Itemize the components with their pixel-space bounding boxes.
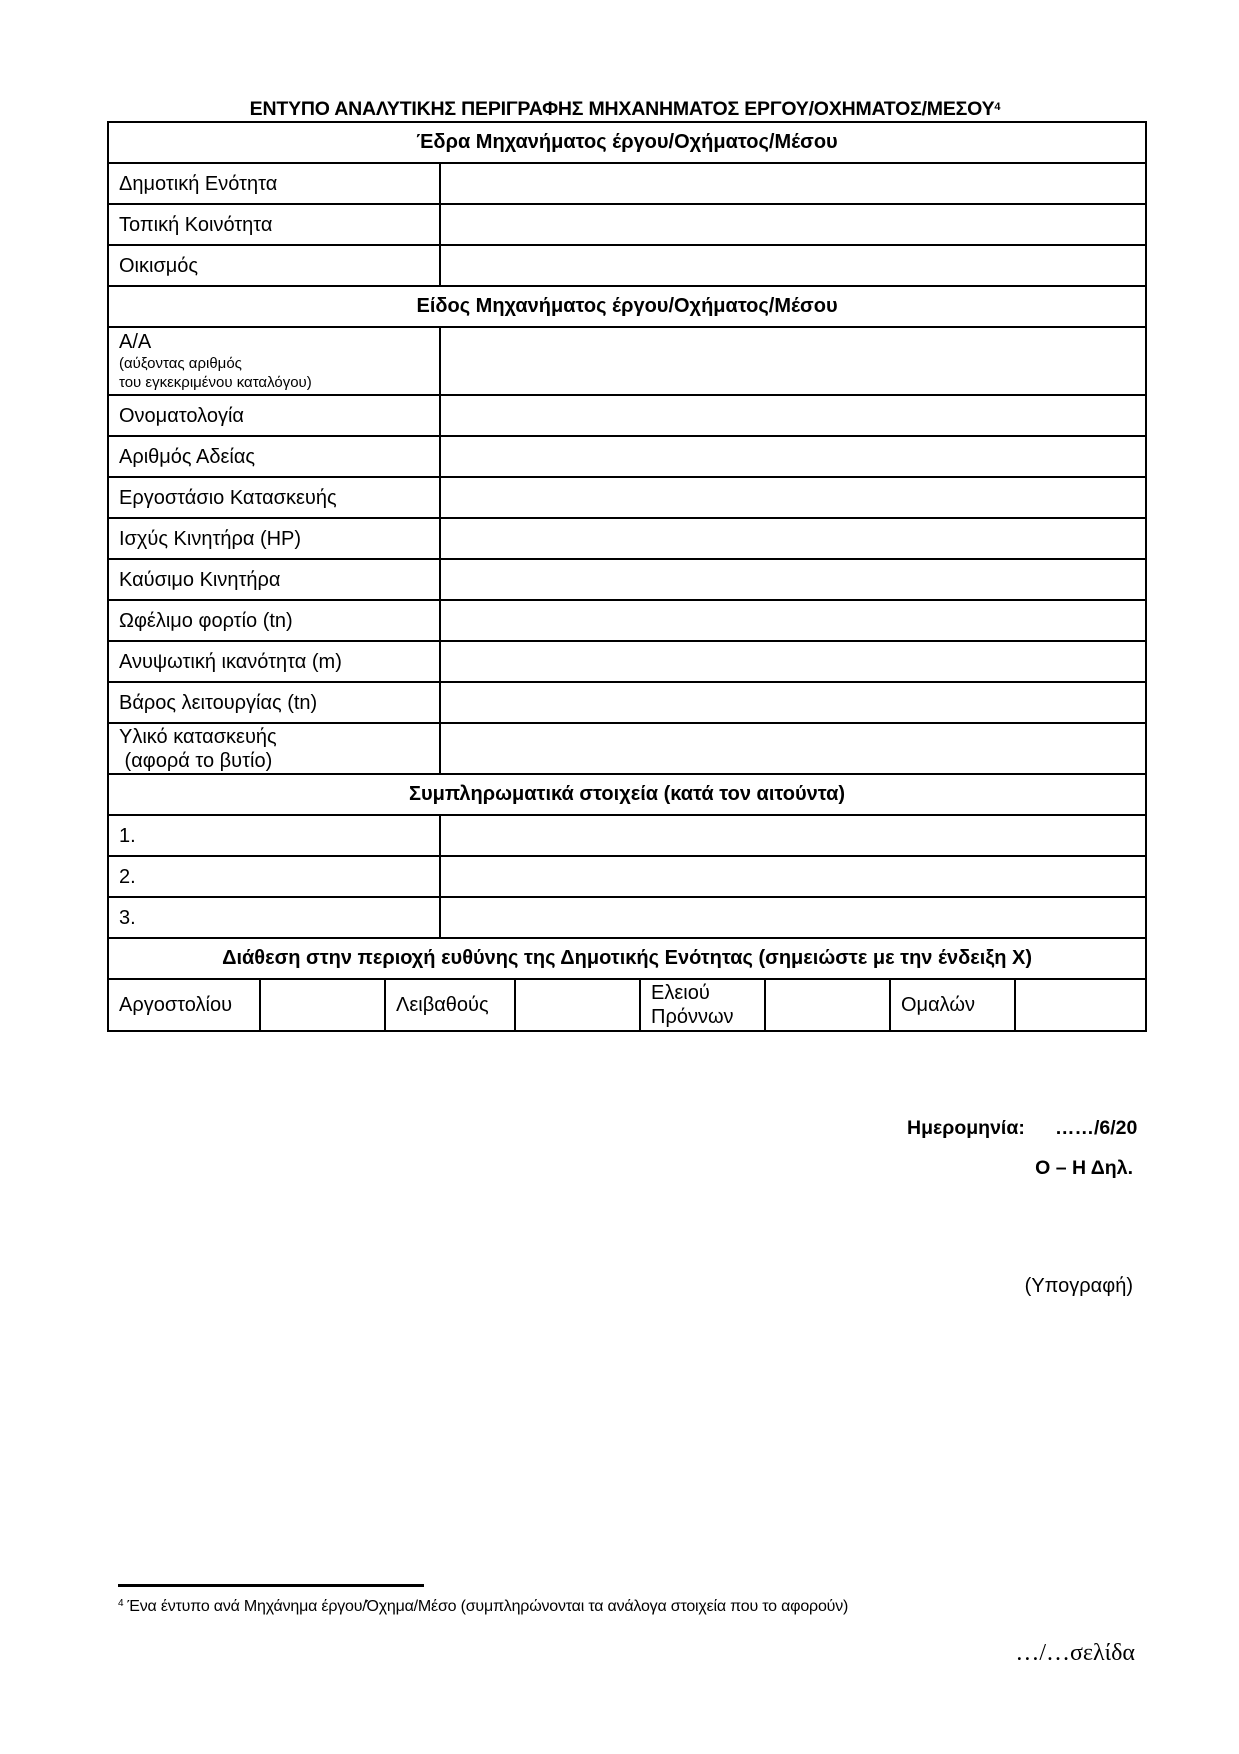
- disposition-box-eleios-pronnoi[interactable]: [765, 979, 890, 1031]
- field-value-municipal-unit[interactable]: [440, 163, 1146, 204]
- field-value-lifting-capacity[interactable]: [440, 641, 1146, 682]
- extra-row-label-2: 2.: [108, 856, 440, 897]
- field-label-operating-weight: Βάρος λειτουργίας (tn): [108, 682, 440, 723]
- footnote-marker: 4: [118, 1598, 124, 1609]
- field-value-construction-material[interactable]: [440, 723, 1146, 774]
- field-value-payload[interactable]: [440, 600, 1146, 641]
- extra-row-value-1[interactable]: [440, 815, 1146, 856]
- disposition-label-eleios-pronnoi: [640, 979, 765, 1031]
- footnote-text: Ένα έντυπο ανά Μηχάνημα έργου/Όχημα/Μέσο (συμπληρώνονται τα ανάλογα στοιχεία που το αφορούν): [127, 1598, 849, 1615]
- disposition-box-leivathos[interactable]: [515, 979, 640, 1031]
- declarant-label: Ο – Η Δηλ.: [1035, 1157, 1133, 1179]
- field-label-license-number: Αριθμός Αδείας: [108, 436, 440, 477]
- field-value-settlement[interactable]: [440, 245, 1146, 286]
- field-label-settlement: Οικισμός: [108, 245, 440, 286]
- field-label-manufacturer: Εργοστάσιο Κατασκευής: [108, 477, 440, 518]
- field-value-manufacturer[interactable]: [440, 477, 1146, 518]
- field-value-engine-fuel[interactable]: [440, 559, 1146, 600]
- extra-row-value-2[interactable]: [440, 856, 1146, 897]
- footnote-separator: [118, 1584, 424, 1587]
- page-number: …/…σελίδα: [1015, 1640, 1135, 1666]
- field-label-lifting-capacity: Ανυψωτική ικανότητα (m): [108, 641, 440, 682]
- field-label-engine-power: Ισχύς Κινητήρα (HP): [108, 518, 440, 559]
- signature-label: (Υπογραφή): [1024, 1275, 1133, 1297]
- field-value-engine-power[interactable]: [440, 518, 1146, 559]
- field-value-nomenclature[interactable]: [440, 395, 1146, 436]
- field-value-operating-weight[interactable]: [440, 682, 1146, 723]
- eleios-line: Ελειού: [651, 982, 710, 1004]
- field-value-serial-number[interactable]: [440, 327, 1146, 395]
- disposition-label-omala: Ομαλών: [890, 979, 1015, 1031]
- pronnoi-line: Πρόννων: [651, 1006, 734, 1028]
- footnote-ref: 4: [994, 101, 1001, 113]
- footnote: [118, 1598, 848, 1616]
- section-type-heading: Είδος Μηχανήματος έργου/Οχήματος/Μέσου: [108, 286, 1146, 327]
- field-label-serial-number: [108, 327, 440, 395]
- disposition-label-argostoli: Αργοστολίου: [108, 979, 260, 1031]
- field-value-local-community[interactable]: [440, 204, 1146, 245]
- material-line2: (αφορά το βυτίο): [119, 749, 273, 772]
- field-label-municipal-unit: Δημοτική Ενότητα: [108, 163, 440, 204]
- serial-label: Α/Α: [119, 331, 152, 353]
- date-label: Ημερομηνία:: [907, 1117, 1025, 1139]
- section-disposition-heading: Διάθεση στην περιοχή ευθύνης της Δημοτικής Ενότητας (σημειώστε με την ένδειξη Χ): [108, 938, 1146, 979]
- material-line1: Υλικό κατασκευής: [119, 725, 277, 748]
- machine-description-form: [107, 121, 1147, 1032]
- extra-row-value-3[interactable]: [440, 897, 1146, 938]
- date-value[interactable]: ……/6/20: [1055, 1117, 1138, 1139]
- serial-note-line1: (αύξοντας αριθμός: [119, 355, 242, 372]
- section-extra-heading: Συμπληρωματικά στοιχεία (κατά τον αιτούντα): [108, 774, 1146, 815]
- disposition-box-omala[interactable]: [1015, 979, 1146, 1031]
- extra-row-label-3: 3.: [108, 897, 440, 938]
- extra-row-label-1: 1.: [108, 815, 440, 856]
- field-label-construction-material: [108, 723, 440, 774]
- field-label-local-community: Τοπική Κοινότητα: [108, 204, 440, 245]
- field-label-engine-fuel: Καύσιμο Κινητήρα: [108, 559, 440, 600]
- disposition-label-leivathos: Λειβαθούς: [385, 979, 515, 1031]
- field-label-nomenclature: Ονοματολογία: [108, 395, 440, 436]
- field-value-license-number[interactable]: [440, 436, 1146, 477]
- field-label-payload: Ωφέλιμο φορτίο (tn): [108, 600, 440, 641]
- section-seat-heading: Έδρα Μηχανήματος έργου/Οχήματος/Μέσου: [108, 122, 1146, 163]
- disposition-box-argostoli[interactable]: [260, 979, 385, 1031]
- serial-note-line2: του εγκεκριμένου καταλόγου): [119, 374, 312, 391]
- form-title: ΕΝΤΥΠΟ ΑΝΑΛΥΤΙΚΗΣ ΠΕΡΙΓΡΑΦΗΣ ΜΗΧΑΝΗΜΑΤΟΣ ΕΡΓΟΥ/ΟΧΗΜΑΤΟΣ/ΜΕΣΟΥ$^4$: [249, 98, 1001, 120]
